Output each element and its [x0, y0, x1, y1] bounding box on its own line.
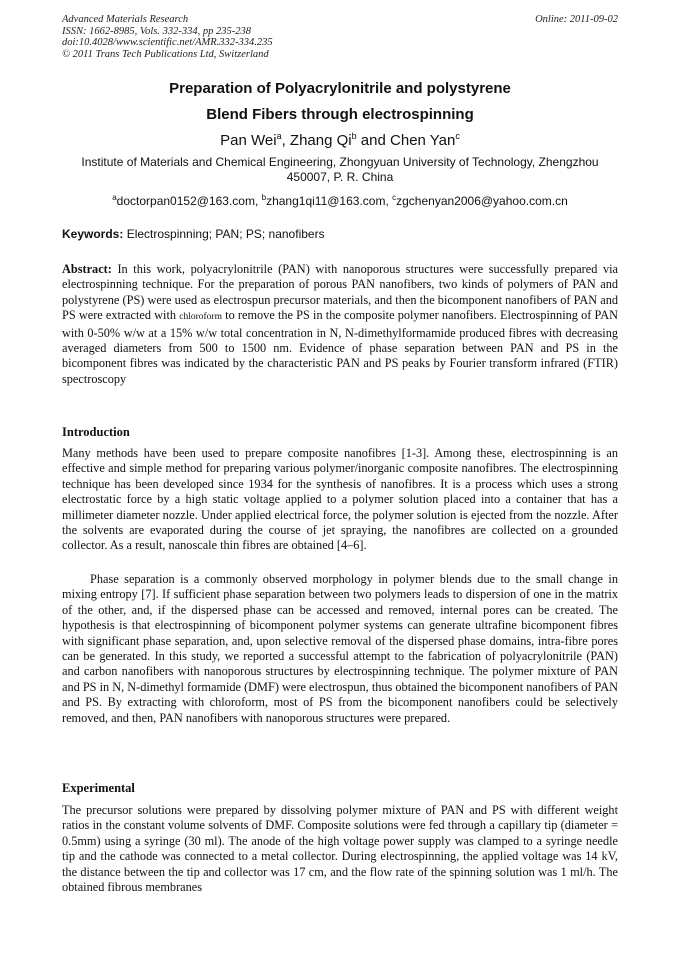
experimental-paragraph-1: The precursor solutions were prepared by dissolving polymer mixture of PAN and PS with different weight ratios in the constant volume solvents of DMF. Composite solutions were fed through a capillary tip (diameter = 0.5mm) using a syringe (30 ml). The anode of the high voltage power supply was clamped to a syringe needle tip and the cathode was connected to a metal collector. During electrospinning, the applied voltage was 14 kV, the distance between the tip and collector was 17 cm, and the flow rate of the spinning solution was 1 ml/h. The obtained fibrous membranes	[62, 803, 618, 895]
introduction-heading: Introduction	[62, 425, 130, 439]
author-superscript: b	[351, 131, 357, 141]
abstract-text-b: to remove the PS in the composite polymer nanofibers. Electrospinning of PAN with 0-50% w/w at a 15% w/w total concentration in N, N-dimethylformamide produced fibres with decreasing averaged diameters from 500 to 1500 nm. Evidence of phase separation between PAN and PS in the bicomponent fibres was indicated by the characteristic PAN and PS peaks by Fourier transform infrared (FTIR) spectroscopy	[62, 308, 618, 386]
email-superscript: a	[112, 193, 117, 202]
author-list	[62, 131, 618, 149]
copyright-line: © 2011 Trans Tech Publications Ltd, Switzerland	[62, 48, 269, 60]
email-superscript: c	[392, 193, 397, 202]
author-name: Chen Yan	[390, 132, 456, 149]
abstract-text-a: In this work, polyacrylonitrile (PAN) with nanoporous structures were successfully prepared via electrospinning technique. For the preparation of porous PAN nanofibers, two kinds of polymers of PAN and polystyrene (PS) were used as electrospun precursor materials, and then the bicomponent nanofibers of PAN and PS were extracted with	[62, 262, 618, 323]
journal-header	[62, 14, 618, 60]
experimental-heading: Experimental	[62, 781, 135, 795]
keywords-line	[62, 227, 618, 241]
abstract-label: Abstract:	[62, 262, 112, 276]
email-link[interactable]: doctorpan0152@163.com,	[116, 194, 262, 208]
email-superscript: b	[261, 193, 267, 202]
paper-title-line-1: Preparation of Polyacrylonitrile and polystyrene	[169, 80, 511, 97]
abstract-text-small: chloroform	[179, 312, 222, 323]
author-separator: ,	[281, 132, 290, 149]
author-superscript: c	[455, 131, 460, 141]
paper-title-line-2: Blend Fibers through electrospinning	[206, 106, 474, 123]
keywords-label: Keywords:	[62, 227, 124, 241]
introduction-paragraph-2: Phase separation is a commonly observed morphology in polymer blends due to the small change in mixing entropy [7]. If sufficient phase separation between two polymers leads to dispersion of one in the matrix of the other, and, if the dispersed phase can be accessed and removed, internal pores can be created. The hypothesis is that electrospinning of bicomponent polymer systems can generate ultrafine bicomponent fibres with significant phase separation, and, upon selective removal of the dispersed phase domains, intra-fibre pores can be generated. In this study, we reported a successful attempt to the fabrication of polyacrylonitrile (PAN) and carbon nanofibers with nanoporous structures by electrospinning technique. The polymer mixture of PAN and PS in N, N-dimethyl formamide (DMF) were electrospun, thus obtained the bicomponent nanofibers of PAN and PS. By extracting with chloroform, most of PS from the bicomponent nanofibers could be selectively removed, and then, PAN nanofibers with nanoporous structures were prepared.	[62, 572, 618, 725]
journal-name: Advanced Materials Research	[62, 14, 189, 25]
email-link[interactable]: zhang1qi11@163.com,	[266, 194, 393, 208]
keywords-text: Electrospinning; PAN; PS; nanofibers	[123, 227, 325, 241]
issn-line: ISSN: 1662-8985, Vols. 332-334, pp 235-238	[62, 25, 251, 37]
email-link[interactable]: zgchenyan2006@yahoo.com.cn	[396, 194, 568, 208]
affiliation-line-2: 450007, P. R. China	[286, 170, 394, 184]
author-name: Zhang Qi	[289, 132, 352, 149]
author-emails	[62, 193, 618, 208]
introduction-paragraph-1: Many methods have been used to prepare composite nanofibres [1-3]. Among these, electrospinning is an effective and simple method for preparing various polymer/inorganic composite nanofibres. The electrospinning technique has been developed since 1934 for the synthesis of nanofibres. It is a process which uses a strong electrostatic force by a high static voltage applied to a polymer solution placed into a container that has a millimeter diameter nozzle. Under applied electrical force, the polymer solution is ejected from the nozzle. After the solvents are evaporated during the course of jet spraying, the nanofibres are collected on a grounded collector. As a result, nanoscale thin fibres are obtained [4–6].	[62, 446, 618, 553]
abstract-paragraph	[62, 262, 618, 387]
doi-line[interactable]: doi:10.4028/www.scientific.net/AMR.332-334.235	[62, 37, 273, 49]
author-superscript: a	[276, 131, 282, 141]
author-name: Pan Wei	[220, 132, 277, 149]
affiliation-line-1: Institute of Materials and Chemical Engineering, Zhongyuan University of Technology, Zhengzhou	[81, 155, 599, 169]
online-date: Online: 2011-09-02	[535, 14, 618, 25]
affiliation	[62, 155, 618, 185]
author-separator: and	[356, 132, 391, 149]
